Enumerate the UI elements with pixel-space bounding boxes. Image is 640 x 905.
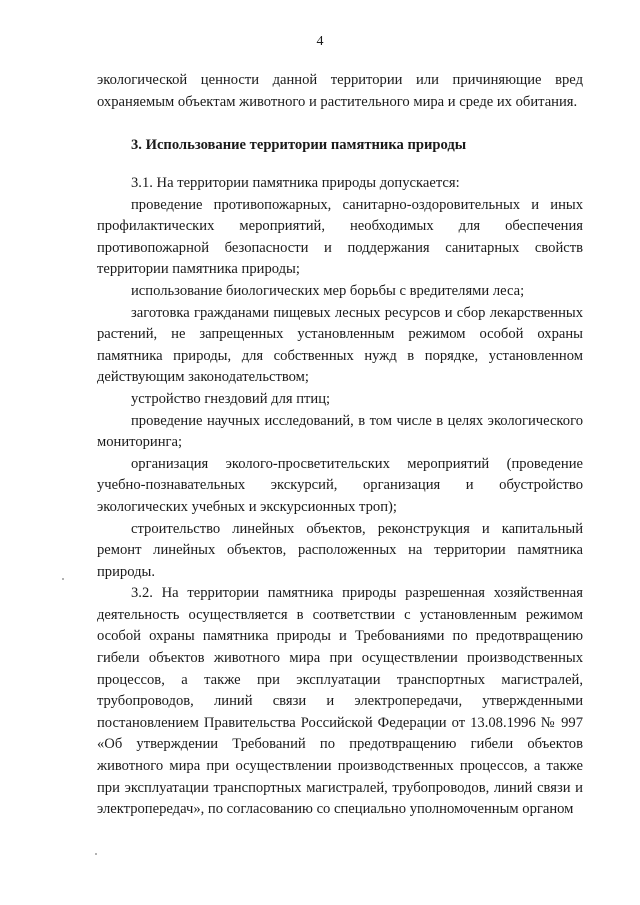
list-item: проведение научных исследований, в том числе в целях экологического мониторинга; [97, 412, 583, 451]
list-item: организация эколого-просветительских мероприятий (проведение учебно-познавательных экскурсий, организация и обустройство экологических учебных и экскурсионных троп); [97, 455, 583, 515]
list-item: заготовка гражданами пищевых лесных ресурсов и сбор лекарственных растений, не запрещенных установленным режимом особой охраны памятника природы, для собственных нужд в порядке, установленном действующим законодательством; [97, 304, 583, 386]
list-item: проведение противопожарных, санитарно-оздоровительных и иных профилактических мероприятий, необходимых для обеспечения противопожарной безопасности и поддержания санитарных свойств территории памятника природы; [97, 196, 583, 278]
page-number: 4 [316, 34, 324, 49]
intro-paragraph: 3.1. На территории памятника природы допускается: [131, 175, 460, 191]
list-item: строительство линейных объектов, реконструкция и капитальный ремонт линейных объектов, расположенных на территории памятника природы. [97, 520, 583, 580]
scan-speck [62, 578, 64, 580]
section-heading: 3. Использование территории памятника природы [131, 137, 467, 153]
list-item: использование биологических мер борьбы с вредителями леса; [131, 282, 525, 299]
paragraph-3-2: 3.2. На территории памятника природы разрешенная хозяйственная деятельность осуществляется в соответствии с установленным режимом особой охраны памятника природы и Требованиями по предотвращению гибели объектов животного мира при осуществлении производственных процессов, а также при эксплуатации транспортных магистралей, трубопроводов, линий связи и электропередачи, утвержденными постановлением Правительства Российской Федерации от 13.08.1996 № 997 «Об утверждении Требований по предотвращению гибели объектов животного мира при осуществлении производственных процессов, а также при эксплуатации транспортных магистралей, трубопроводов, линий связи и электропередач», по согласованию со специально уполномоченным органом [97, 585, 583, 818]
section-heading-block [97, 135, 583, 157]
list-item: устройство гнездовий для птиц; [131, 390, 331, 407]
continuation-paragraph-block [97, 70, 583, 113]
section-body [97, 173, 583, 821]
continuation-paragraph: экологической ценности данной территории или причиняющие вред охраняемым объектам животного и растительного мира и среде их обитания. [97, 72, 583, 110]
scan-speck [95, 853, 97, 855]
